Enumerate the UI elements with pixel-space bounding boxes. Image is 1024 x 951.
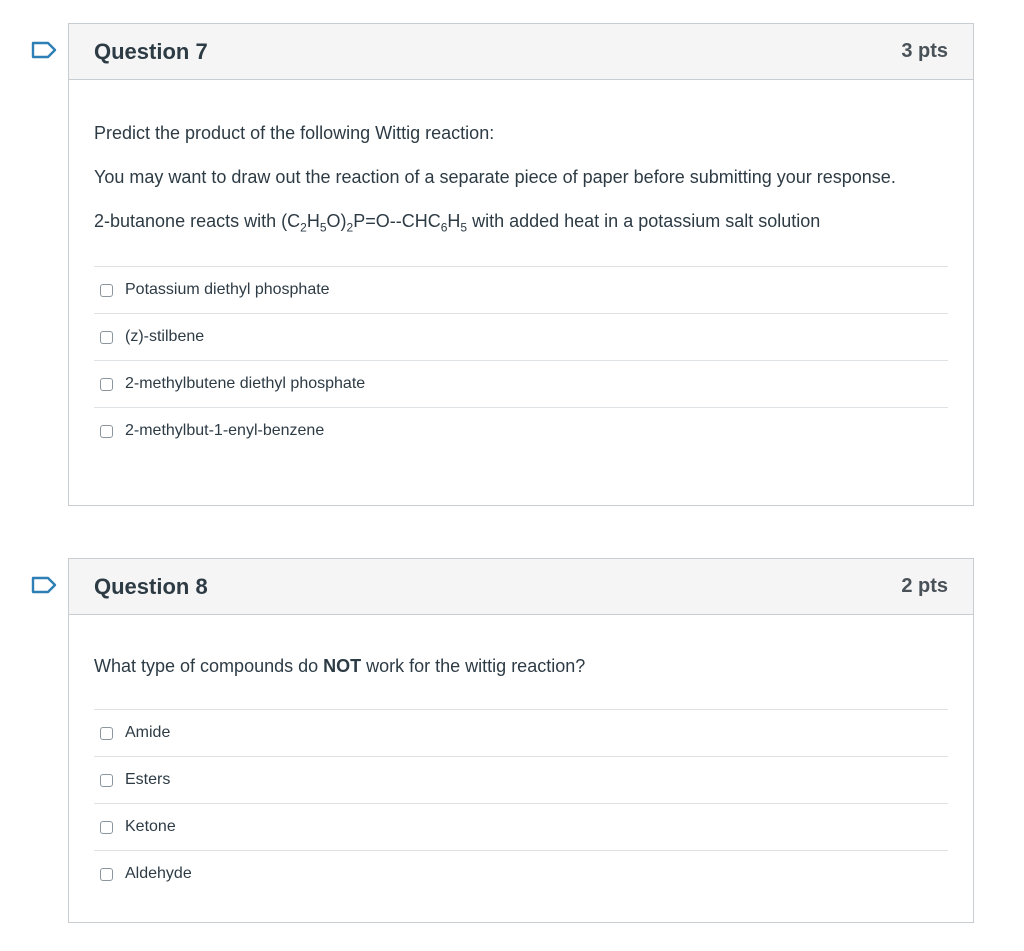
answer-label: Esters — [125, 771, 171, 788]
question-7-note: You may want to draw out the reaction of a separate piece of paper before submitting your response. — [94, 167, 896, 187]
question-8-points: 2 pts — [901, 575, 948, 597]
checkbox-icon[interactable] — [100, 727, 113, 740]
checkbox-icon[interactable] — [100, 425, 113, 438]
reaction-reagent: $(C_2H_5O)_2P=O--CHC_6H_5$ — [281, 211, 468, 235]
checkbox-icon[interactable] — [100, 868, 113, 881]
question-8-flag-icon[interactable] — [31, 576, 57, 594]
answer-label: Potassium diethyl phosphate — [125, 281, 330, 298]
answer-label: Aldehyde — [125, 865, 192, 882]
question-7-answers — [94, 266, 948, 454]
reaction-reactant: 2-butanone reacts with — [94, 211, 282, 231]
question-7-reaction — [94, 206, 948, 236]
checkbox-icon[interactable] — [100, 331, 113, 344]
question-7-points: 3 pts — [901, 40, 948, 62]
answer-label: 2-methylbut-1-enyl-benzene — [125, 422, 325, 439]
question-8-header — [69, 559, 973, 615]
question-8 — [68, 558, 974, 923]
checkbox-icon[interactable] — [100, 774, 113, 787]
answer-label: Amide — [125, 724, 171, 741]
question-8-body — [69, 615, 973, 917]
answer-option[interactable] — [94, 267, 948, 314]
answer-label: 2-methylbutene diethyl phosphate — [125, 375, 366, 392]
answer-option[interactable] — [94, 314, 948, 361]
answer-option[interactable] — [94, 804, 948, 851]
answer-label: (z)-stilbene — [125, 328, 205, 345]
answer-label: Ketone — [125, 818, 176, 835]
question-7-header — [69, 24, 973, 80]
question-8-title: Question 8 — [94, 573, 208, 599]
checkbox-icon[interactable] — [100, 378, 113, 391]
question-7 — [68, 23, 974, 506]
reaction-conditions: with added heat in a potassium salt solution — [467, 211, 821, 231]
answer-option[interactable] — [94, 361, 948, 408]
checkbox-icon[interactable] — [100, 284, 113, 297]
question-8-prompt: What type of compounds do NOT work for the wittig reaction? — [94, 656, 586, 676]
checkbox-icon[interactable] — [100, 821, 113, 834]
question-7-prompt: Predict the product of the following Wittig reaction: — [94, 123, 495, 143]
answer-option[interactable] — [94, 710, 948, 757]
question-7-flag-icon[interactable] — [31, 41, 57, 59]
question-8-answers — [94, 709, 948, 897]
answer-option[interactable] — [94, 757, 948, 804]
question-7-title: Question 7 — [94, 38, 208, 64]
question-7-body — [69, 80, 973, 474]
answer-option[interactable] — [94, 851, 948, 897]
answer-option[interactable] — [94, 408, 948, 454]
